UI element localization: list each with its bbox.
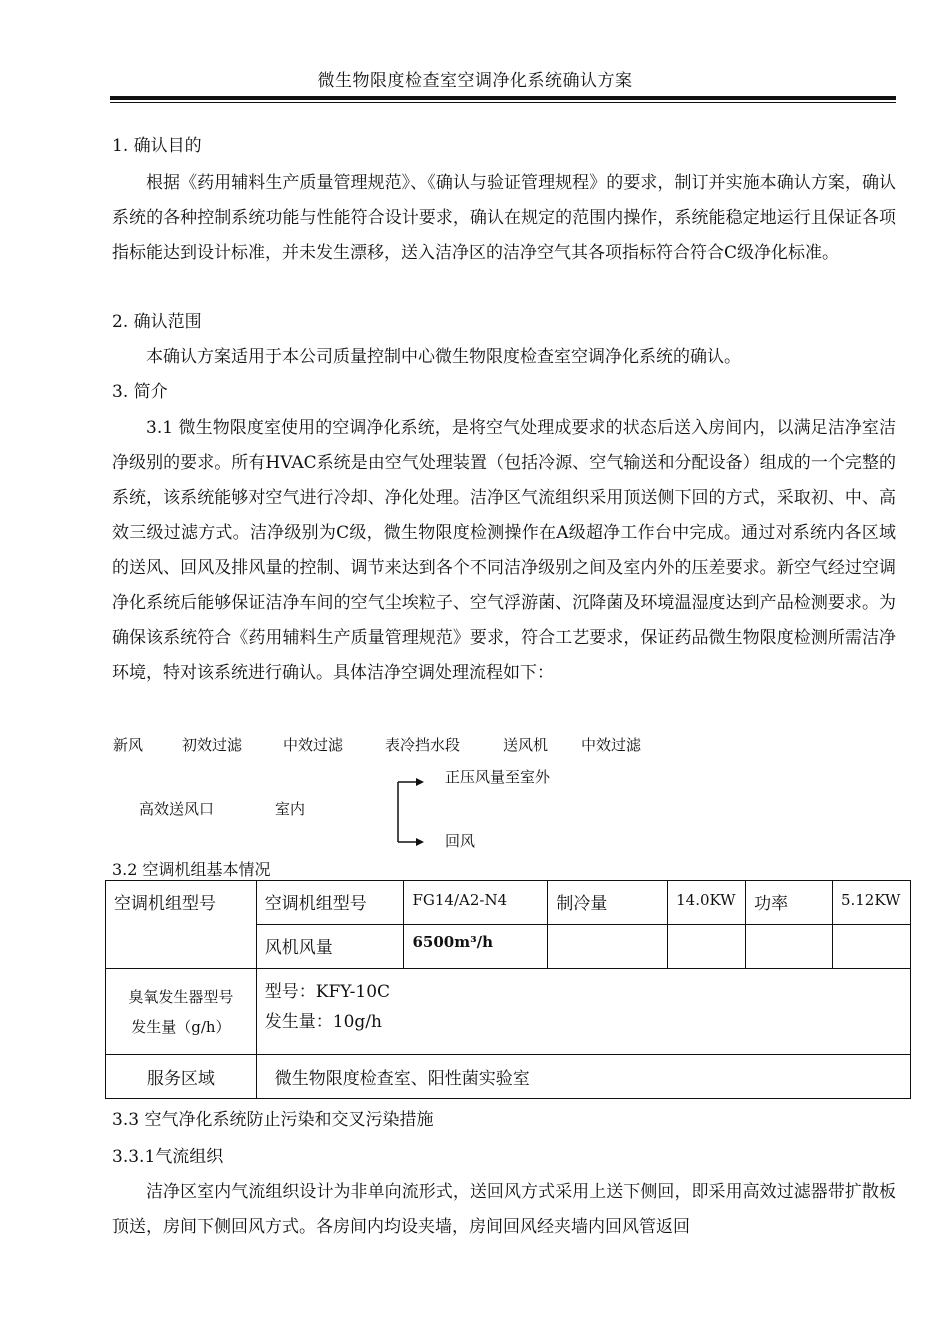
ozone-output-label: 发生量（g/h） <box>131 1017 231 1036</box>
table-cell: 5.12KW <box>832 881 910 925</box>
table-cell <box>832 925 910 969</box>
flow-step: 初效过滤 <box>182 736 243 754</box>
section-2-body: 本确认方案适用于本公司质量控制中心微生物限度检查室空调净化系统的确认。 <box>146 347 741 367</box>
flow-branch-down: 回风 <box>445 832 476 850</box>
section-3-2-heading: 3.2 空调机组基本情况 <box>112 860 271 879</box>
table-cell: 功率 <box>746 881 833 925</box>
flow-branch-arrows <box>390 770 450 850</box>
table-cell: 空调机组型号 <box>106 881 257 969</box>
flow-step: 中效过滤 <box>581 736 642 754</box>
table-row <box>106 969 911 1055</box>
section-2-heading: 2. 确认范围 <box>112 312 202 332</box>
section-3-3-1-heading: 3.3.1气流组织 <box>112 1147 224 1167</box>
document-title: 微生物限度检查室空调净化系统确认方案 <box>317 71 633 91</box>
section-3-1-body: 3.1 微生物限度室使用的空调净化系统，是将空气处理成要求的状态后送入房间内，以满足洁净室洁净级别的要求。所有HVAC系统是由空气处理装置（包括冷源、空气输送和分配设备）组成的一个完整的系统，该系统能够对空气进行冷却、净化处理。洁净区气流组织采用顶送侧下回的方式，采取初、中、高效三级过滤方式。洁净级别为C级，微生物限度检测操作在A级超净工作台中完成。通过对系统内各区域的送风、回风及排风量的控制、调节来达到各个不同洁净级别之间及室内外的压差要求。新空气经过空调净化系统后能够保证洁净车间的空气尘埃粒子、空气浮游菌、沉降菌及环境温湿度达到产品检测要求。为确保该系统符合《药用辅料生产质量管理规范》要求，符合工艺要求，保证药品微生物限度检测所需洁净环境，特对该系统进行确认。具体洁净空调处理流程如下： <box>112 418 896 683</box>
table-cell <box>668 925 746 969</box>
table-cell: 14.0KW <box>668 881 746 925</box>
table-cell <box>548 925 668 969</box>
flow-branch-up: 正压风量至室外 <box>445 768 551 786</box>
section-3-3-1-body: 洁净区室内气流组织设计为非单向流形式，送回风方式采用上送下侧回，即采用高效过滤器带扩散板顶送，房间下侧回风方式。各房间内均设夹墙，房间回风经夹墙内回风管返回 <box>112 1182 896 1237</box>
flow-step: 中效过滤 <box>283 736 344 754</box>
table-cell: 空调机组型号 <box>256 881 404 925</box>
table-cell <box>256 969 910 1055</box>
flow-step: 高效送风口 <box>139 800 215 818</box>
table-row <box>106 1055 911 1099</box>
table-cell: 制冷量 <box>548 881 668 925</box>
header-rule-thick <box>110 96 896 100</box>
equipment-table <box>105 880 911 1099</box>
section-3-3-heading: 3.3 空气净化系统防止污染和交叉污染措施 <box>112 1110 434 1130</box>
table-cell <box>106 969 257 1055</box>
table-cell: 6500m³/h <box>404 925 548 969</box>
section-3-heading: 3. 简介 <box>112 382 168 402</box>
flow-step: 新风 <box>113 736 144 754</box>
table-cell <box>746 925 833 969</box>
flow-step: 室内 <box>275 800 306 818</box>
flow-step: 表冷挡水段 <box>385 736 461 754</box>
section-1-heading: 1. 确认目的 <box>112 136 202 156</box>
section-1-body: 根据《药用辅料生产质量管理规范》、《确认与验证管理规程》的要求，制订并实施本确认方案，确认系统的各种控制系统功能与性能符合设计要求，确认在规定的范围内操作，系统能稳定地运行且保证各项指标能达到设计标准，并未发生漂移，送入洁净区的洁净空气其各项指标符合符合C级净化标准。 <box>112 173 896 263</box>
table-cell: 风机风量 <box>256 925 404 969</box>
ozone-output-value: 发生量：10g/h <box>264 1012 382 1032</box>
table-row <box>106 881 911 925</box>
table-cell: FG14/A2-N4 <box>404 881 548 925</box>
ozone-model-value: 型号：KFY-10C <box>264 982 391 1002</box>
header-rule-thin <box>110 102 896 103</box>
ozone-model-label: 臭氧发生器型号 <box>128 987 234 1006</box>
table-cell: 微生物限度检查室、阳性菌实验室 <box>256 1055 910 1099</box>
table-cell: 服务区域 <box>106 1055 257 1099</box>
flow-step: 送风机 <box>503 736 549 754</box>
